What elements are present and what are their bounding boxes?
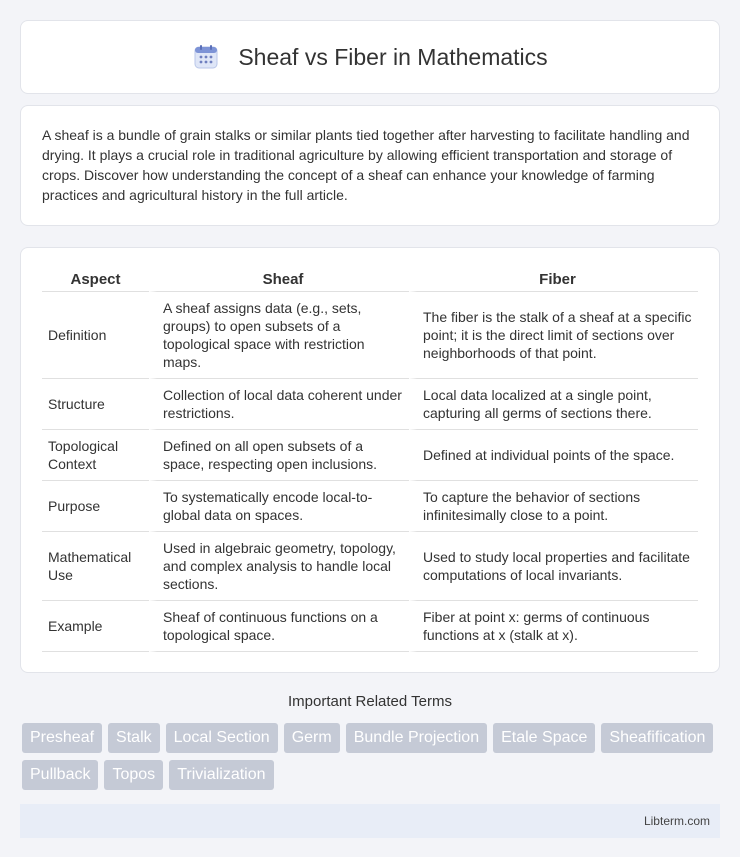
cell-aspect: Purpose [42, 481, 149, 532]
table-row [42, 379, 698, 430]
tag-stalk[interactable]: Stalk [108, 723, 160, 753]
table-row [42, 601, 698, 652]
page-title: Sheaf vs Fiber in Mathematics [238, 43, 548, 70]
cell-aspect: Structure [42, 379, 149, 430]
related-terms-list [0, 723, 740, 790]
tag-local-section[interactable]: Local Section [166, 723, 278, 753]
table-row [42, 532, 698, 601]
cell-sheaf: Defined on all open subsets of a space, respecting open inclusions. [149, 430, 409, 481]
column-header-fiber: Fiber [409, 268, 698, 292]
tag-pullback[interactable]: Pullback [22, 760, 98, 790]
cell-fiber: Fiber at point x: germs of continuous functions at x (stalk at x). [409, 601, 698, 652]
cell-fiber: The fiber is the stalk of a sheaf at a specific point; it is the direct limit of sections over neighborhoods of that point. [409, 292, 698, 379]
page-footer [20, 804, 720, 838]
cell-sheaf: Sheaf of continuous functions on a topological space. [149, 601, 409, 652]
table-row [42, 430, 698, 481]
cell-fiber: Used to study local properties and facilitate computations of local invariants. [409, 532, 698, 601]
comparison-table [42, 268, 698, 652]
related-terms-section [0, 693, 740, 790]
tag-etale-space[interactable]: Etale Space [493, 723, 595, 753]
cell-sheaf: A sheaf assigns data (e.g., sets, groups) to open subsets of a topological space with restriction maps. [149, 292, 409, 379]
tag-topos[interactable]: Topos [104, 760, 163, 790]
cell-fiber: Local data localized at a single point, capturing all germs of sections there. [409, 379, 698, 430]
footer-site-link[interactable]: Libterm.com [643, 814, 710, 828]
column-header-sheaf: Sheaf [149, 268, 409, 292]
tag-sheafification[interactable]: Sheafification [601, 723, 713, 753]
cell-aspect: Definition [42, 292, 149, 379]
intro-card [20, 105, 720, 226]
tag-presheaf[interactable]: Presheaf [22, 723, 102, 753]
table-row [42, 292, 698, 379]
tag-germ[interactable]: Germ [284, 723, 340, 753]
column-header-aspect: Aspect [42, 268, 149, 292]
cell-aspect: Example [42, 601, 149, 652]
cell-sheaf: To systematically encode local-to-global data on spaces. [149, 481, 409, 532]
cell-aspect: Topological Context [42, 430, 149, 481]
page-header [20, 20, 720, 94]
table-header-row [42, 268, 698, 292]
comparison-card [20, 247, 720, 673]
cell-aspect: Mathematical Use [42, 532, 149, 601]
tag-bundle-projection[interactable]: Bundle Projection [346, 723, 487, 753]
cell-fiber: Defined at individual points of the space. [409, 430, 698, 481]
calendar-icon [192, 43, 220, 71]
related-terms-title: Important Related Terms [288, 693, 452, 710]
table-row [42, 481, 698, 532]
cell-sheaf: Collection of local data coherent under restrictions. [149, 379, 409, 430]
cell-sheaf: Used in algebraic geometry, topology, and complex analysis to handle local sections. [149, 532, 409, 601]
cell-fiber: To capture the behavior of sections infinitesimally close to a point. [409, 481, 698, 532]
tag-trivialization[interactable]: Trivialization [169, 760, 273, 790]
intro-text: A sheaf is a bundle of grain stalks or similar plants tied together after harvesting to facilitate handling and drying. It plays a crucial role in traditional agriculture by allowing efficient transportation and storage of crops. Discover how understanding the concept of a sheaf can enhance your knowledge of farming practices and agricultural history in the full article. [42, 127, 690, 203]
